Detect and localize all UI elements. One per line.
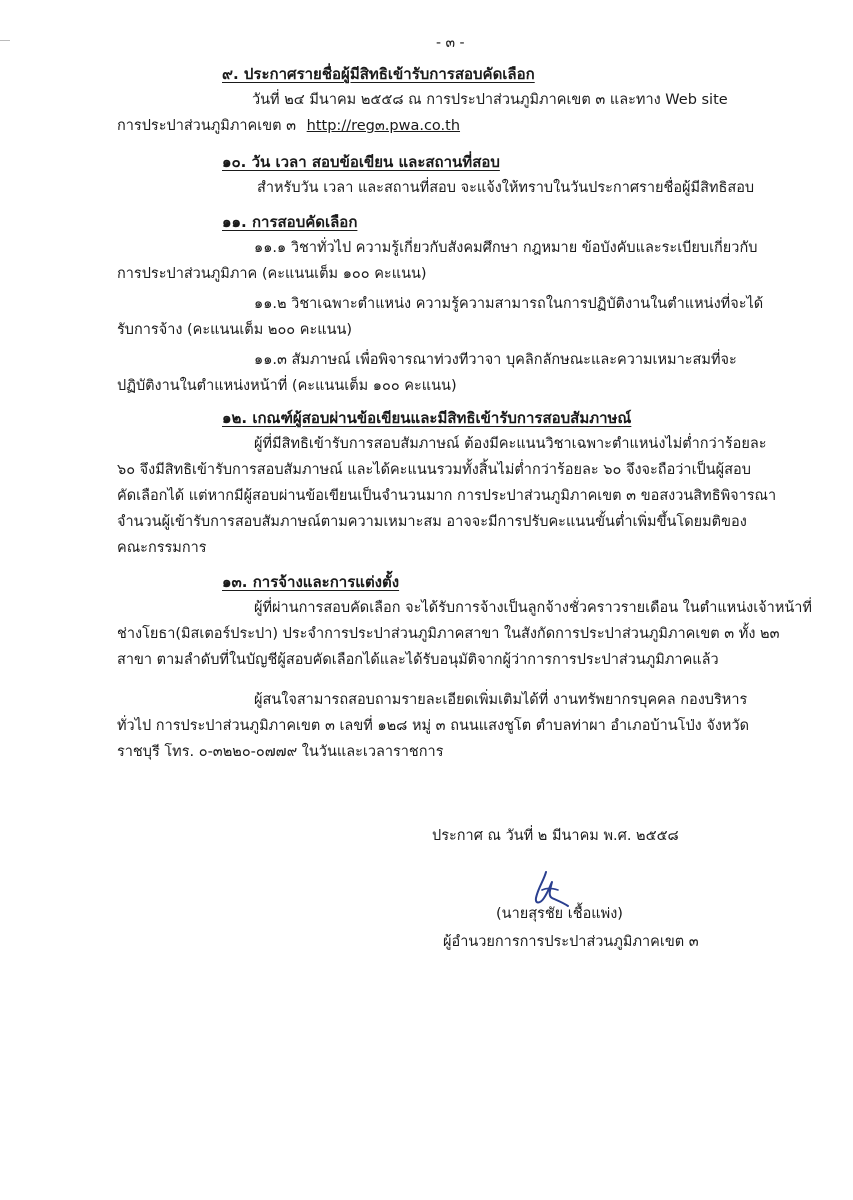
section-13-line-1: ผู้ที่ผ่านการสอบคัดเลือก จะได้รับการจ้างเป็นลูกจ้างชั่วคราวรายเดือน ในตำแหน่งเจ้าหน้าที่: [254, 600, 812, 616]
section-9-heading: ๙. ประกาศรายชื่อผู้มีสิทธิเข้ารับการสอบคัดเลือก: [222, 65, 535, 83]
section-11-item-1-line-1: ๑๑.๑ วิชาทั่วไป ความรู้เกี่ยวกับสังคมศึกษา กฎหมาย ข้อบังคับและระเบียบเกี่ยวกับ: [254, 240, 758, 256]
section-12-line-2: ๖๐ จึงมีสิทธิเข้ารับการสอบสัมภาษณ์ และได้คะแนนรวมทั้งสิ้นไม่ต่ำกว่าร้อยละ ๖๐ จึงจะถือว่าเป็นผู้สอบ: [117, 462, 751, 478]
section-9-line-2-text: การประปาส่วนภูมิภาคเขต ๓: [117, 118, 297, 134]
section-12-heading: ๑๒. เกณฑ์ผู้สอบผ่านข้อเขียนและมีสิทธิเข้ารับการสอบสัมภาษณ์: [222, 409, 632, 427]
signatory-name: (นายสุรชัย เชื้อแพ่ง): [496, 906, 623, 922]
section-11-item-1-line-2: การประปาส่วนภูมิภาค (คะแนนเต็ม ๑๐๐ คะแนน): [117, 266, 427, 282]
section-10-line-1: สำหรับวัน เวลา และสถานที่สอบ จะแจ้งให้ทราบในวันประกาศรายชื่อผู้มีสิทธิสอบ: [257, 180, 755, 196]
page-number: - ๓ -: [436, 35, 465, 51]
section-12-line-1: ผู้ที่มีสิทธิเข้ารับการสอบสัมภาษณ์ ต้องมีคะแนนวิชาเฉพาะตำแหน่งไม่ต่ำกว่าร้อยละ: [254, 436, 767, 452]
section-13-heading: ๑๓. การจ้างและการแต่งตั้ง: [222, 573, 400, 591]
section-12-line-4: จำนวนผู้เข้ารับการสอบสัมภาษณ์ตามความเหมาะสม อาจจะมีการปรับคะแนนขั้นต่ำเพิ่มขึ้นโดยมติของ: [117, 514, 747, 530]
section-13-line-2: ช่างโยธา(มิสเตอร์ประปา) ประจำการประปาส่วนภูมิภาคสาขา ในสังกัดการประปาส่วนภูมิภาคเขต ๓ ทั้ง ๒๓: [117, 626, 780, 642]
section-11-item-2-line-2: รับการจ้าง (คะแนนเต็ม ๒๐๐ คะแนน): [117, 322, 353, 338]
contact-line-2: ทั่วไป การประปาส่วนภูมิภาคเขต ๓ เลขที่ ๑๒๘ หมู่ ๓ ถนนแสงชูโต ตำบลท่าผา อำเภอบ้านโป่ง จังหวัด: [117, 718, 750, 734]
section-9-line-1: วันที่ ๒๔ มีนาคม ๒๕๕๘ ณ การประปาส่วนภูมิภาคเขต ๓ และทาง Web site: [252, 92, 728, 108]
announcement-date: ประกาศ ณ วันที่ ๒ มีนาคม พ.ศ. ๒๕๕๘: [432, 828, 679, 844]
signatory-position: ผู้อำนวยการการประปาส่วนภูมิภาคเขต ๓: [443, 934, 699, 950]
scan-mark: [0, 40, 10, 41]
section-9-line-2: [117, 116, 460, 136]
section-12-line-3: คัดเลือกได้ แต่หากมีผู้สอบผ่านข้อเขียนเป็นจำนวนมาก การประปาส่วนภูมิภาคเขต ๓ ขอสงวนสิทธิพิจารณา: [117, 488, 777, 504]
section-10-heading: ๑๐. วัน เวลา สอบข้อเขียน และสถานที่สอบ: [222, 153, 500, 171]
section-12-line-5: คณะกรรมการ: [117, 540, 207, 556]
section-11-item-2-line-1: ๑๑.๒ วิชาเฉพาะตำแหน่ง ความรู้ความสามารถในการปฏิบัติงานในตำแหน่งที่จะได้: [254, 296, 764, 312]
section-11-item-3-line-1: ๑๑.๓ สัมภาษณ์ เพื่อพิจารณาท่วงทีวาจา บุคลิกลักษณะและความเหมาะสมที่จะ: [254, 352, 737, 368]
contact-line-1: ผู้สนใจสามารถสอบถามรายละเอียดเพิ่มเติมได้ที่ งานทรัพยากรบุคคล กองบริหาร: [254, 692, 748, 708]
contact-line-3: ราชบุรี โทร. ๐-๓๒๒๐-๐๗๗๙ ในวันและเวลาราชการ: [117, 744, 444, 760]
section-11-heading: ๑๑. การสอบคัดเลือก: [222, 213, 358, 231]
section-11-item-3-line-2: ปฏิบัติงานในตำแหน่งหน้าที่ (คะแนนเต็ม ๑๐๐ คะแนน): [117, 378, 457, 394]
section-13-line-3: สาขา ตามลำดับที่ในบัญชีผู้สอบคัดเลือกได้และได้รับอนุมัติจากผู้ว่าการการประปาส่วนภูมิภาคแล้ว: [117, 652, 719, 668]
pwa-reg-link[interactable]: http://reg๓.pwa.co.th: [306, 118, 461, 134]
